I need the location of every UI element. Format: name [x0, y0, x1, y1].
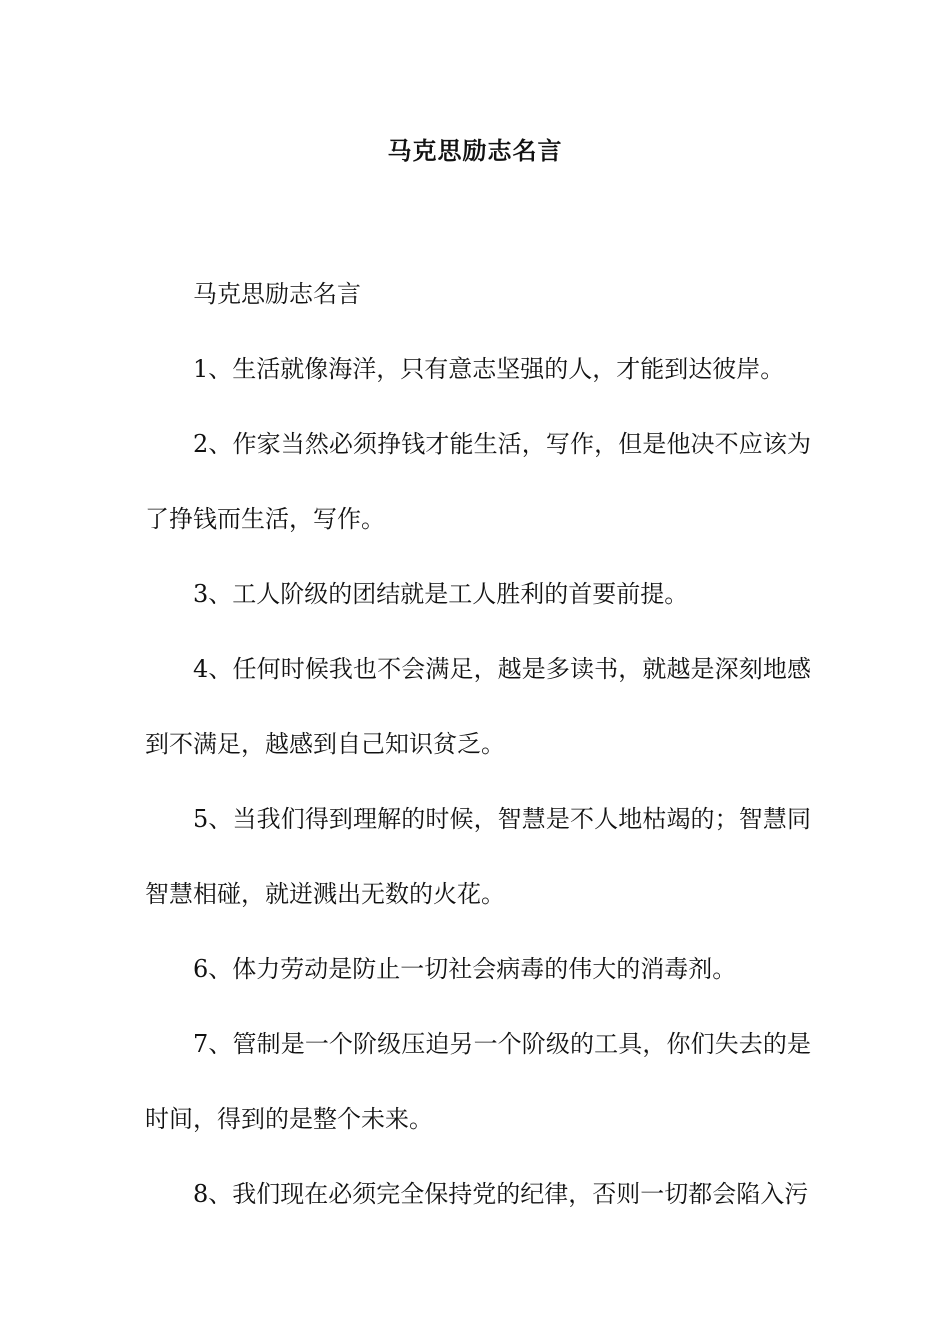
document-title: 马克思励志名言 — [387, 136, 563, 165]
quote-3: 3、工人阶级的团结就是工人胜利的首要前提。 — [193, 580, 689, 608]
quote-8: 8、我们现在必须完全保持党的纪律，否则一切都会陷入污 — [193, 1180, 809, 1208]
quote-4: 4、任何时候我也不会满足，越是多读书，就越是深刻地感到不满足，越感到自己知识贫乏。 — [145, 655, 811, 758]
quote-1: 1、生活就像海洋，只有意志坚强的人，才能到达彼岸。 — [193, 355, 785, 383]
quote-6: 6、体力劳动是防止一切社会病毒的伟大的消毒剂。 — [193, 955, 737, 983]
quote-2: 2、作家当然必须挣钱才能生活，写作，但是他决不应该为了挣钱而生活，写作。 — [145, 430, 811, 533]
paragraph-heading: 马克思励志名言 — [193, 280, 361, 308]
quote-5: 5、当我们得到理解的时候，智慧是不人地枯竭的；智慧同智慧相碰，就迸溅出无数的火花。 — [145, 805, 811, 908]
document-body — [145, 257, 811, 1232]
quote-7: 7、管制是一个阶级压迫另一个阶级的工具，你们失去的是时间，得到的是整个未来。 — [145, 1030, 811, 1133]
